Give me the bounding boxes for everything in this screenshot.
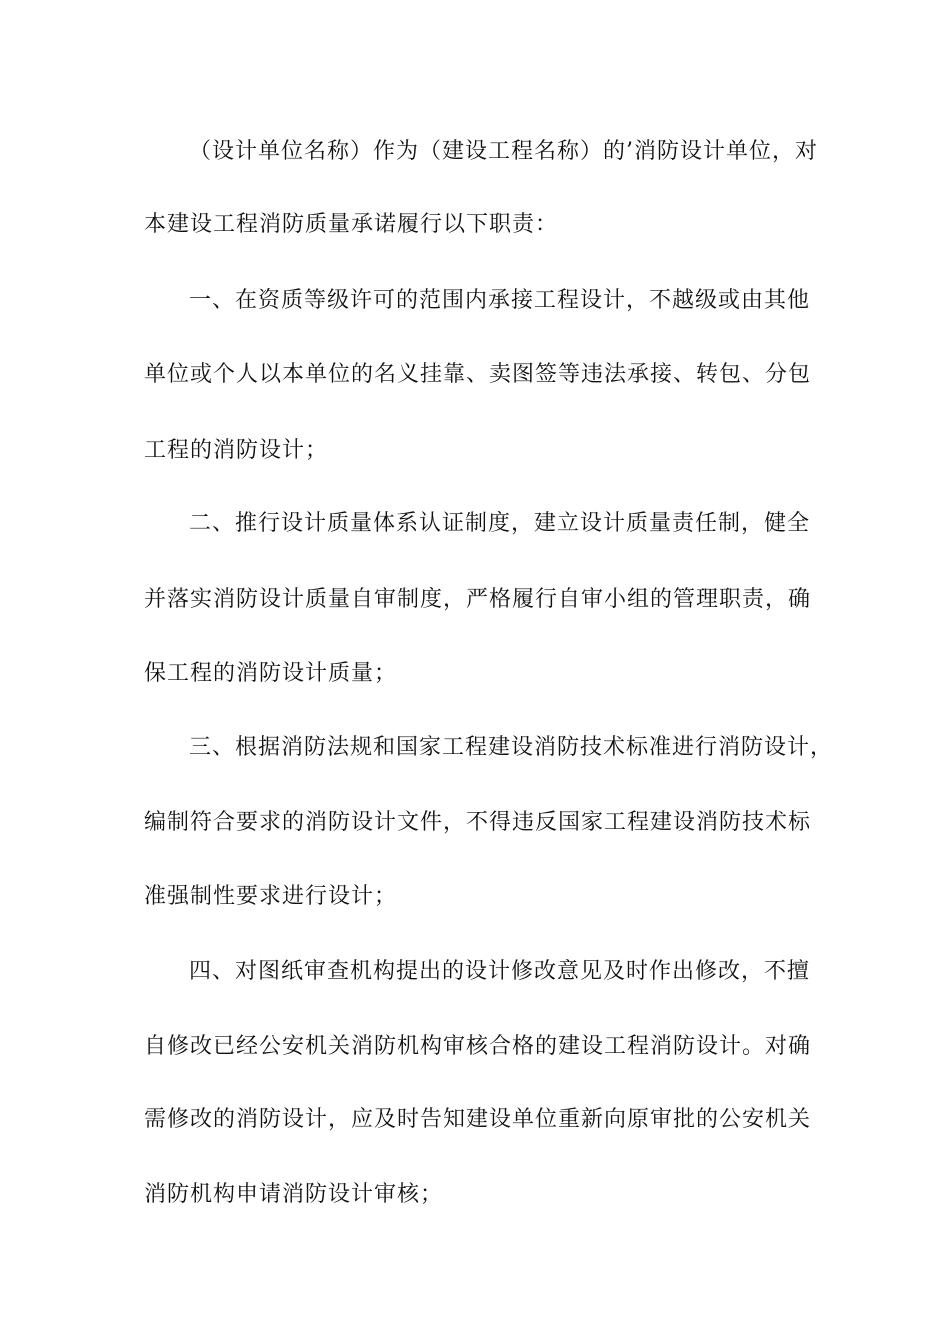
clause-1-line-3: 工程的消防设计； [144,438,329,463]
clause-3-line-1: 三、根据消防法规和国家工程建设消防技术标准进行消防设计， [189,735,834,760]
clause-2-line-1: 二、推行设计质量体系认证制度，建立设计质量责任制，健全 [189,511,811,536]
clause-4-line-4: 消防机构申请消防设计审核； [144,1182,444,1207]
clause-1-line-1: 一、在资质等级许可的范围内承接工程设计，不越级或由其他 [189,288,811,313]
clause-4-line-1: 四、对图纸审查机构提出的设计修改意见及时作出修改，不擅 [189,959,811,984]
clause-4-line-2: 自修改已经公安机关消防机构审核合格的建设工程消防设计。对确 [144,1034,812,1059]
paragraph-1-line-1: （设计单位名称）作为（建设工程名称）的’消防设计单位，对 [189,139,818,164]
clause-3-line-2: 编制符合要求的消防设计文件，不得违反国家工程建设消防技术标 [144,810,812,835]
clause-3-line-3: 准强制性要求进行设计； [144,884,398,909]
clause-2-line-2: 并落实消防设计质量自审制度，严格履行自审小组的管理职责，确 [144,587,812,612]
clause-4-line-3: 需修改的消防设计，应及时告知建设单位重新向原审批的公安机关 [144,1107,812,1132]
clause-2-line-3: 保工程的消防设计质量； [144,661,398,686]
paragraph-1-line-2: 本建设工程消防质量承诺履行以下职责： [144,212,559,237]
clause-1-line-2: 单位或个人以本单位的名义挂靠、卖图签等违法承接、转包、分包 [144,362,812,387]
